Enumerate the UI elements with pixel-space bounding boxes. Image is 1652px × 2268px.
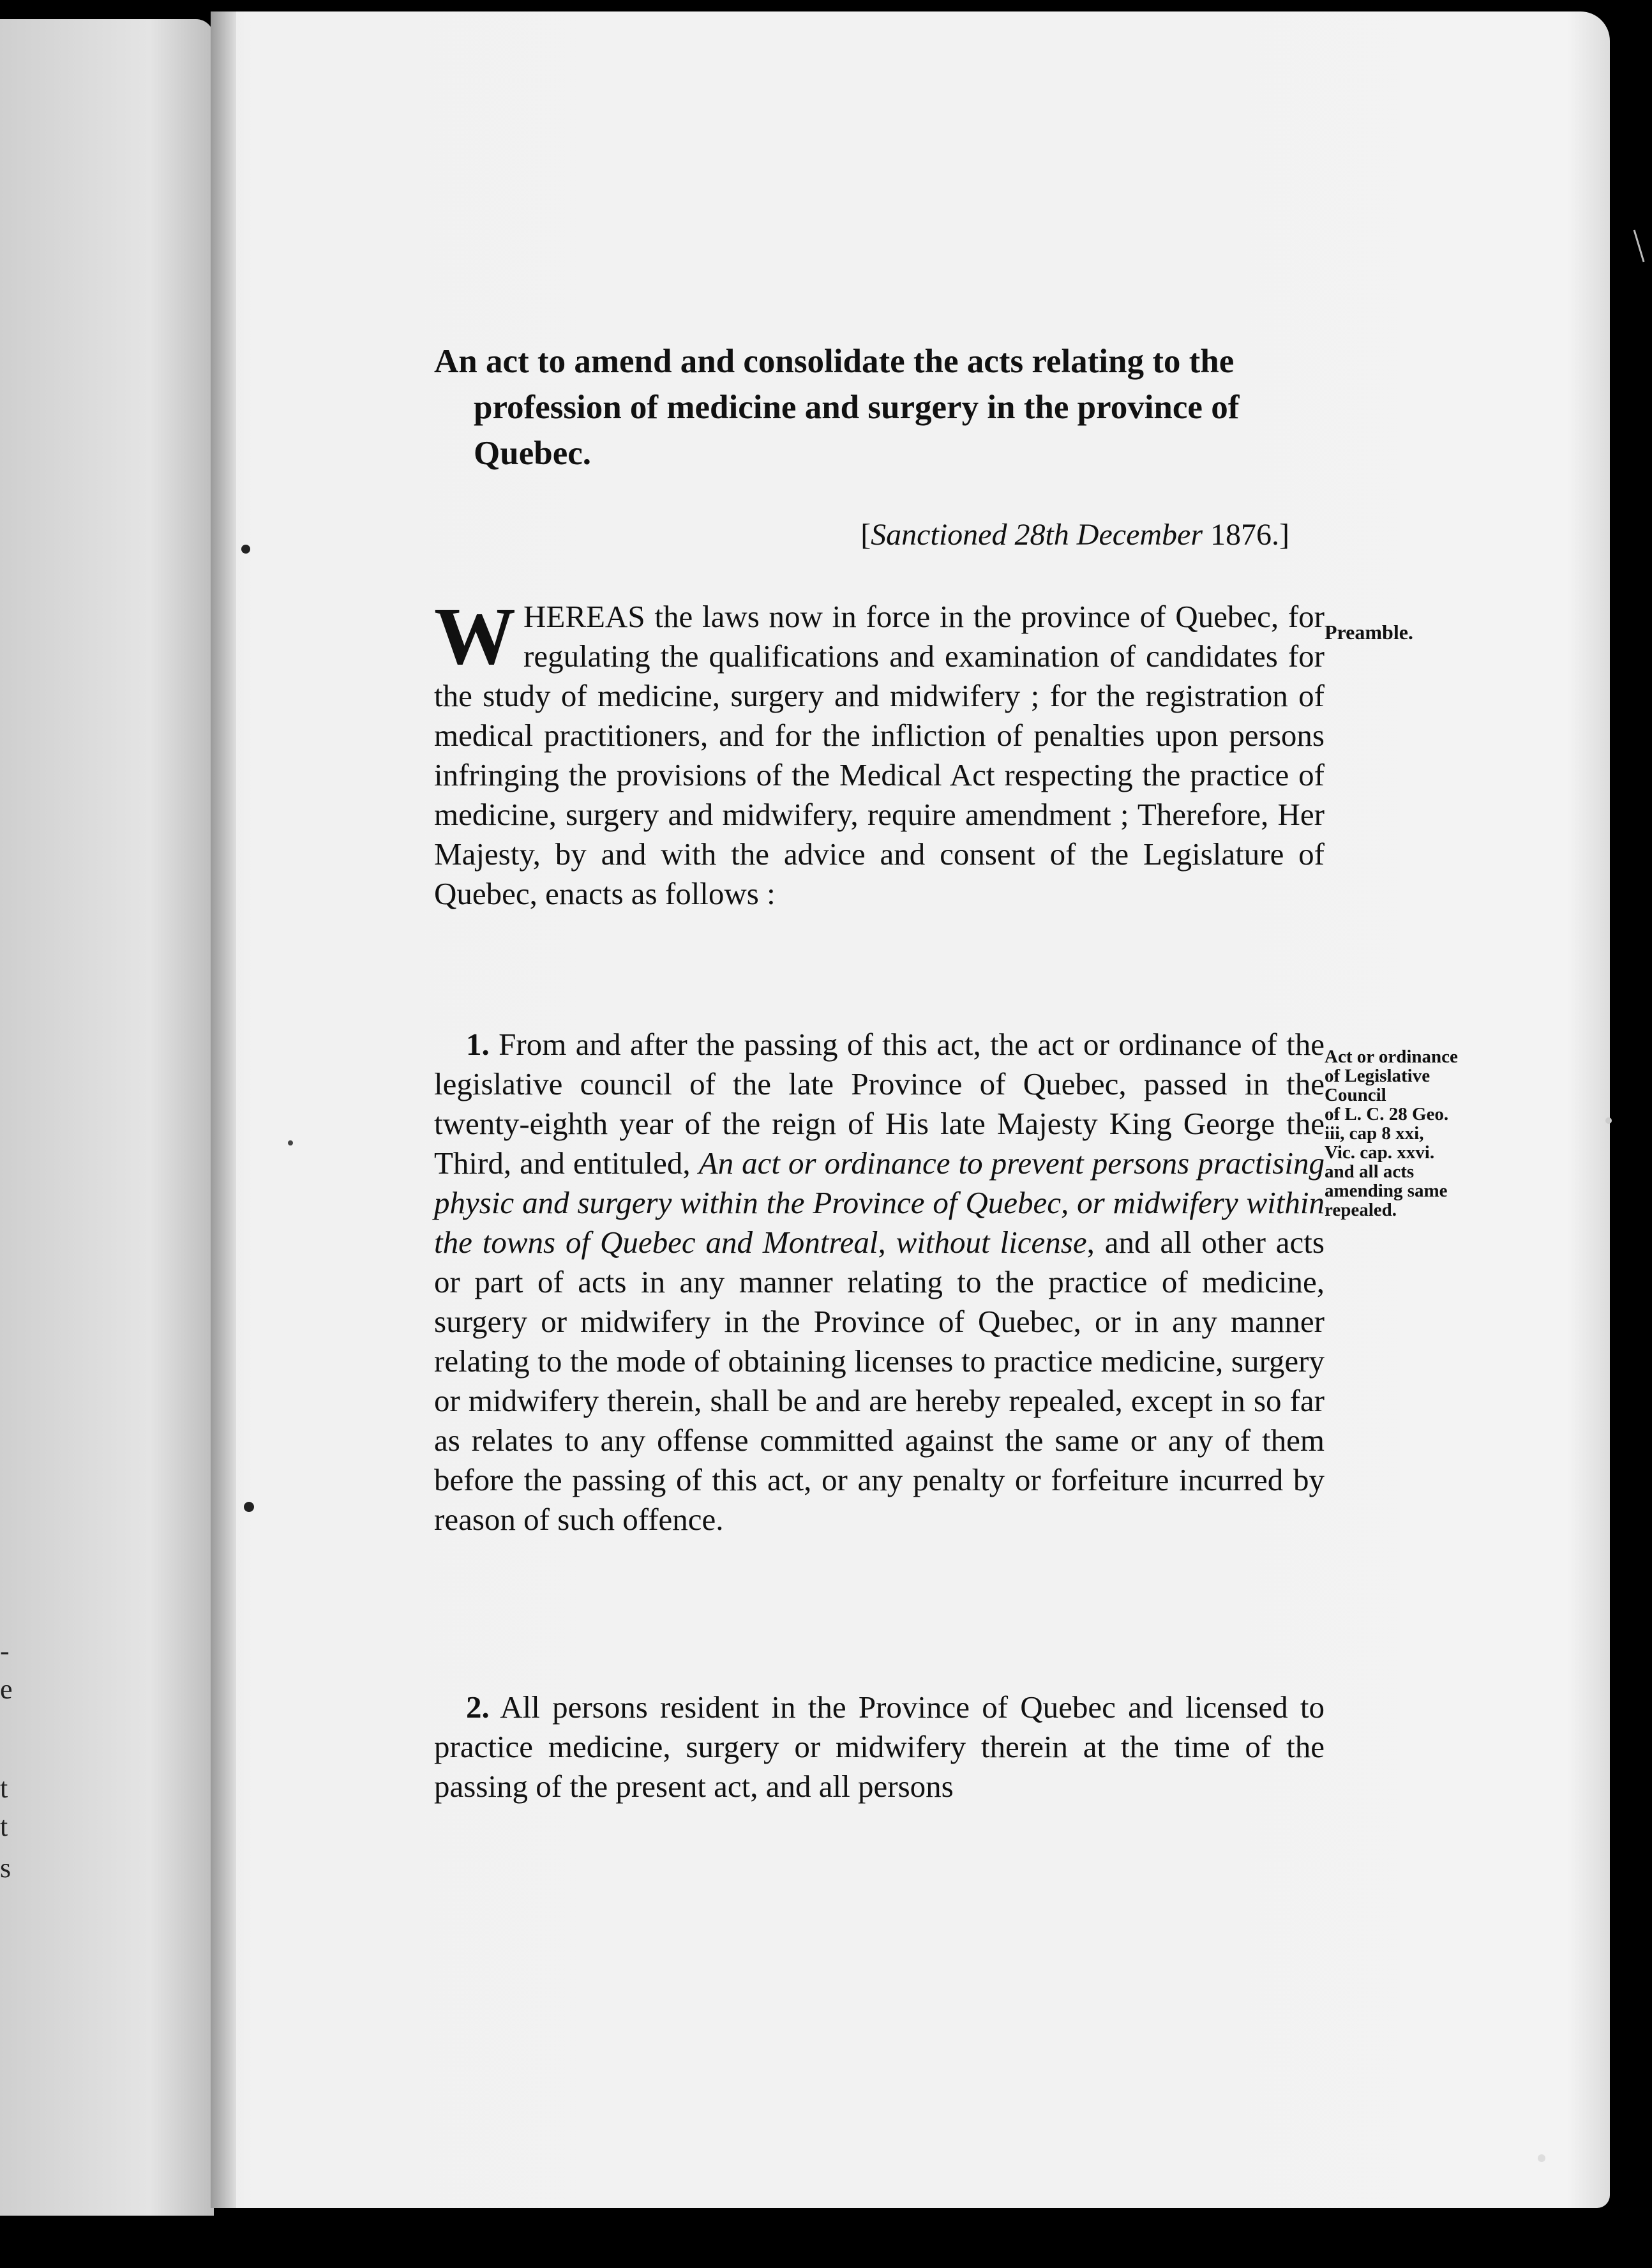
left-page-fragment: e	[0, 1674, 13, 1705]
left-page-fragment: -	[0, 1635, 10, 1667]
side-note-line: Act or ordinance of Legislative Council	[1325, 1047, 1458, 1105]
preamble-text: HEREAS the laws now in force in the province of Quebec, for regulating the qualifications and examination of candidates for the study of medicine, surgery and midwifery ; for the registration of medical practitioners, and for the infliction of penalties upon persons infringing the provisions of the Medical Act respecting the practice of medicine, surgery and midwifery, require amendment ; Therefore, Her Majesty, by and with the advice and consent of the Legislature of Quebec, enacts as follows :	[434, 599, 1325, 911]
side-note-line: amending same	[1325, 1181, 1448, 1201]
section-1-text-a: From and after the passing of this act, the act or ordinance of the legislative council of the late Province of Quebec, passed in the twenty-eighth year of the reign of His late Majesty King George the Third, and entituled,	[434, 1027, 1325, 1181]
speck	[1538, 2154, 1545, 2162]
speck	[244, 1502, 254, 1512]
section-2-text: All persons resident in the Province of Quebec and licensed to practice medicine, surgery or midwifery therein at the time of the passing of the present act, and all persons	[434, 1690, 1325, 1804]
speck	[288, 1140, 293, 1145]
speck	[1605, 1117, 1612, 1124]
speck	[1634, 230, 1644, 262]
side-note-line: of L. C. 28 Geo.	[1325, 1104, 1449, 1124]
sanction-open: [	[860, 518, 871, 552]
section-number: 1.	[466, 1027, 490, 1062]
speck	[241, 545, 250, 554]
side-note-line: repealed.	[1325, 1200, 1397, 1220]
left-page-fragment: s	[0, 1852, 11, 1884]
side-note-preamble: Preamble.	[1325, 621, 1413, 644]
act-title: An act to amend and consolidate the acts relating to the profession of medicine and surgery in the province of Quebec.	[434, 343, 1240, 472]
drop-cap: W	[434, 591, 516, 681]
section-1-text-b: , and all other acts or part of acts in any manner relating to the practice of medicine, surgery or midwifery in the Province of Quebec, or in any manner relating to the mode of obtaining licenses to practice medicine, surgery or midwifery therein, shall be and are hereby repealed, except in so far as relates to any offense committed against the same or any of them before the passing of this act, or any penalty or forfeiture incurred by reason of such offence.	[434, 1225, 1325, 1537]
sanction-text: Sanctioned 28th December	[871, 518, 1203, 552]
side-note-line: and all acts	[1325, 1161, 1415, 1182]
left-page-fragment: t	[0, 1811, 8, 1842]
sanction-year: 1876.]	[1203, 518, 1289, 552]
left-page-fragment: t	[0, 1773, 8, 1804]
side-note-line: Vic. cap. xxvi.	[1325, 1142, 1435, 1163]
side-note-line: iii, cap 8 xxi,	[1325, 1123, 1424, 1144]
section-number: 2.	[466, 1690, 490, 1725]
section-1-italic-title: An act or ordinance to prevent persons practising physic and surgery within the Province of Quebec, or midwifery within the towns of Quebec and Montreal, without license	[434, 1145, 1325, 1260]
